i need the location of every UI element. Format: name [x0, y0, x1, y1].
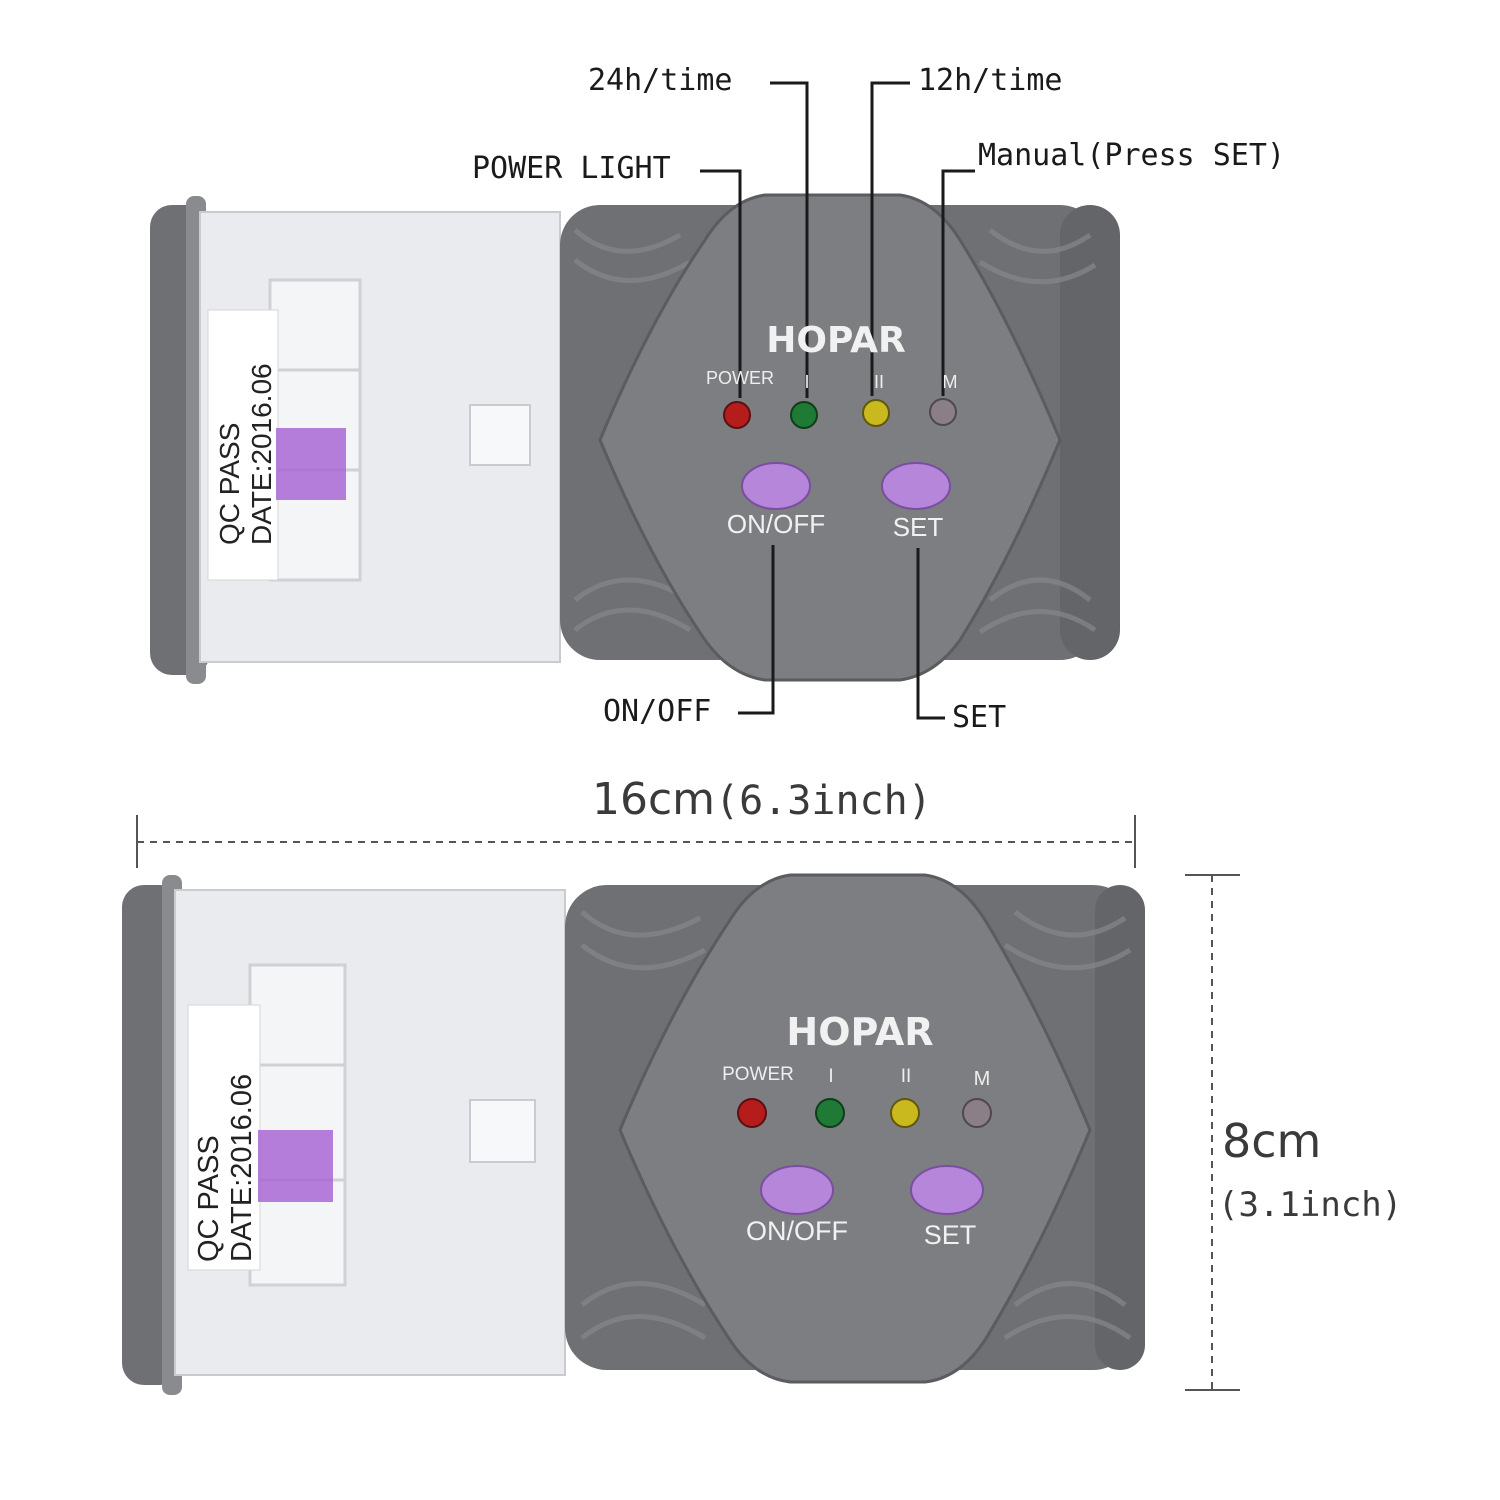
hopper-tab-bottom [470, 1100, 535, 1162]
button-label-on-off-top: ON/OFF [726, 509, 826, 539]
brand-bottom: HOPAR [786, 1010, 934, 1054]
on-off-button-bottom[interactable] [761, 1166, 833, 1214]
led-label-m-bottom: M [973, 1068, 991, 1090]
brand-top: HOPAR [766, 320, 906, 361]
length-inch: (6.3inch) [715, 778, 932, 824]
svg-text:DATE:2016.06: DATE:2016.06 [226, 1073, 258, 1262]
led-label-power-bottom: POWER [722, 1064, 794, 1085]
led-label-m-top: M [942, 372, 958, 392]
callout-set: SET [952, 700, 1007, 735]
set-button-bottom[interactable] [911, 1166, 983, 1214]
hopper-inner-bottom [250, 965, 345, 1285]
led-label-power-top: POWER [705, 368, 775, 388]
svg-text:QC PASS: QC PASS [193, 1135, 225, 1262]
led-m-top [930, 399, 956, 425]
height-cm-label: 8cm [1222, 1114, 1322, 1168]
led-i-bottom [816, 1099, 844, 1127]
qc-purple-swatch-top [276, 428, 346, 500]
callout-power-light: POWER LIGHT [472, 151, 671, 186]
led-label-i-bottom: I [828, 1066, 834, 1087]
length-cm: 16cm [592, 774, 716, 825]
qc-purple-swatch-bottom [258, 1130, 333, 1202]
callout-24h: 24h/time [588, 63, 733, 98]
callout-on-off: ON/OFF [603, 694, 712, 729]
hopper-tab-top [470, 405, 530, 465]
button-label-set-top: SET [892, 512, 944, 542]
led-ii-top [863, 400, 889, 426]
button-label-set-bottom: SET [923, 1220, 977, 1250]
led-power-top [724, 402, 750, 428]
callout-manual: Manual(Press SET) [978, 138, 1286, 173]
svg-text:DATE:2016.06: DATE:2016.06 [246, 363, 277, 545]
led-i-top [791, 402, 817, 428]
on-off-button-top[interactable] [742, 463, 810, 509]
led-label-ii-top: II [873, 372, 885, 392]
length-label [592, 774, 932, 825]
led-ii-bottom [891, 1099, 919, 1127]
set-button-top[interactable] [882, 463, 950, 509]
svg-text:QC PASS: QC PASS [214, 422, 245, 545]
button-label-on-off-bottom: ON/OFF [746, 1216, 848, 1246]
led-m-bottom [963, 1099, 991, 1127]
led-power-bottom [738, 1099, 766, 1127]
led-label-ii-bottom: II [900, 1066, 912, 1087]
led-label-i-top: I [804, 372, 810, 392]
callout-12h: 12h/time [918, 63, 1063, 98]
height-inch-label: (3.1inch) [1218, 1185, 1403, 1225]
